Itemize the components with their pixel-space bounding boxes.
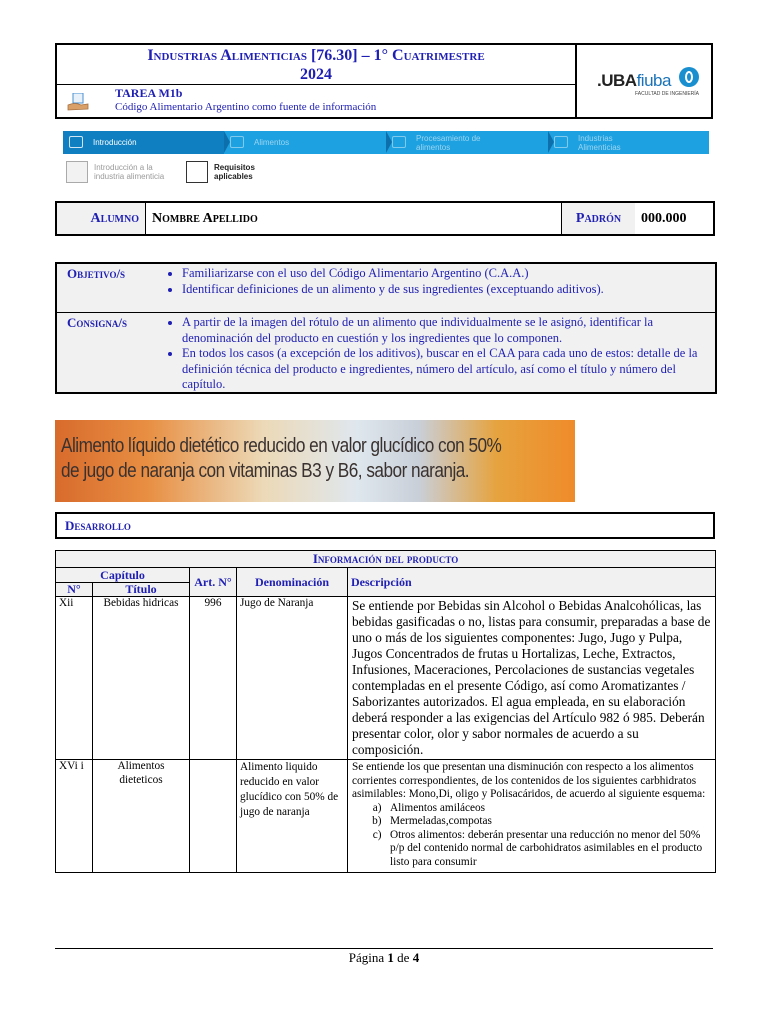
header-title-block	[57, 45, 577, 117]
row-denominacion: Jugo de Naranja	[237, 597, 348, 760]
course-title-line1: Industrias Alimenticias [76.30] – 1° Cuatrimestre	[147, 47, 485, 64]
building-icon	[554, 136, 568, 148]
house-icon	[230, 136, 244, 148]
page-total: 4	[412, 950, 420, 965]
subitem-requisitos[interactable]: Requisitos aplicables	[186, 160, 266, 184]
footer-rule	[55, 948, 713, 949]
document-header	[55, 43, 713, 119]
fiuba-logo	[577, 45, 711, 117]
of-word: de	[397, 950, 410, 965]
row-titulo: Alimentos dieteticos	[93, 760, 190, 873]
factory-icon	[392, 136, 406, 148]
page-word: Página	[348, 950, 385, 965]
row-descripcion: Se entiende por Bebidas sin Alcohol o Bebidas Analcohólicas, las bebidas gasificadas o no, listas para consumir, preparadas a base de uno o más de los siguientes componentes: Jugo, Jugo y Pulpa, Jugos Concentrados de frutas u Hortalizas, Leche, Extractos, Infusiones, Maceraciones, Percolaciones de sustancias vegetales contempladas en el presente Código, así como Aromatizantes / Saborizantes autorizados. El agua empleada, en su elaboración deberá responder a las exigencias del Artículo 982 ó 985. Deberán presentar color, olor y sabor normales de acuerdo a su composición.	[348, 597, 716, 760]
product-label-text: Alimento líquido dietético reducido en valor glucídico con 50% de jugo de naranja con vitaminas B3 y B6, sabor naranja.	[61, 435, 502, 482]
breadcrumb-alimentos[interactable]: Alimentos	[224, 131, 386, 154]
breadcrumb-industrias[interactable]: Industrias Alimenticias	[548, 131, 709, 154]
header-descripcion: Descripción	[348, 568, 716, 597]
row-titulo: Bebidas hidricas	[93, 597, 190, 760]
carbohydrate-list	[352, 802, 711, 870]
objetivo-label: Objetivo/s	[67, 266, 126, 281]
notepad-icon	[66, 161, 88, 183]
list-item: • En todos los casos (a excepción de los aditivos), buscar en el CAA para cada uno de estos: detalle de la definición técnica del producto e ingredientes, número del artículo, así como el título y número del capítulo.	[182, 346, 715, 393]
row-num: XVi i	[56, 760, 93, 873]
row-art: 996	[190, 597, 237, 760]
padron-label: Padrón	[561, 203, 635, 234]
row-denominacion: Alimento liquido reducido en valor glucídico con 50% de jugo de naranja	[237, 760, 348, 873]
objetivo-list	[152, 266, 715, 297]
breadcrumb-procesamiento[interactable]: Procesamiento de alimentos	[386, 131, 548, 154]
padron-value: 000.000	[641, 211, 687, 226]
product-label-photo	[55, 420, 575, 502]
student-row	[55, 201, 715, 236]
logo-wordmark: .UBAfiuba	[597, 71, 671, 90]
header-art: Art. N°	[190, 568, 237, 597]
header-titulo: Título	[93, 583, 190, 597]
row-descripcion: Se entiende los que presentan una disminución con respecto a los alimentos corrientes correspondientes, de los contenidos de los siguientes carbhidratos asimilables: Mono,Di, oligo y Polisacáridos, de acuerdo al siguiente esquema:	[352, 761, 706, 800]
list-item: b. Mermeladas,compotas	[390, 815, 711, 829]
header-denominacion: Denominación	[237, 568, 348, 597]
list-item: a. Alimentos amiláceos	[390, 802, 711, 816]
consigna-label: Consigna/s	[67, 315, 128, 330]
section-desarrollo: Desarrollo	[55, 512, 715, 539]
task-subtitle: Código Alimentario Argentino como fuente de información	[115, 101, 377, 113]
page-current: 1	[387, 950, 394, 965]
document-icon	[69, 136, 83, 148]
consigna-list	[152, 315, 715, 393]
list-item: • Familiarizarse con el uso del Código Alimentario Argentino (C.A.A.)	[182, 266, 715, 282]
product-info-table	[55, 550, 716, 873]
student-name: Nombre Apellido	[145, 203, 561, 234]
row-descripcion-cell	[348, 760, 716, 873]
row-num: Xii	[56, 597, 93, 760]
hand-document-icon	[67, 93, 89, 111]
task-code: TAREA M1b	[115, 86, 183, 100]
logo-emblem-icon	[679, 67, 699, 87]
page-footer	[0, 950, 768, 966]
table-row	[56, 597, 716, 760]
list-item: c. Otros alimentos: deberán presentar una reducción no menor del 50% p/p del contenido normal de carbohidratos asimilables en el producto listo para consumir	[390, 829, 711, 870]
header-num: N°	[56, 583, 93, 597]
student-label: Alumno	[57, 203, 145, 234]
course-title	[57, 45, 575, 85]
table-row	[56, 760, 716, 873]
objectives-box	[55, 262, 717, 394]
module-breadcrumb	[63, 131, 709, 154]
table-title: Información del producto	[56, 551, 716, 568]
course-title-year: 2024	[300, 66, 332, 83]
row-art	[190, 760, 237, 873]
logo-faculty: FACULTAD DE INGENIERÍA	[635, 91, 699, 97]
subitem-introduccion-industria[interactable]: Introducción a la industria alimenticia	[66, 160, 178, 184]
list-item: • A partir de la imagen del rótulo de un alimento que individualmente se le asignó, identificar la denominación del producto en cuestión y los ingredientes que lo componen.	[182, 315, 715, 346]
breadcrumb-introduccion[interactable]: Introducción	[63, 131, 224, 154]
header-capitulo: Capítulo	[56, 568, 190, 583]
gavel-icon	[186, 161, 208, 183]
list-item: • Identificar definiciones de un alimento y de sus ingredientes (exceptuando aditivos).	[182, 282, 715, 298]
